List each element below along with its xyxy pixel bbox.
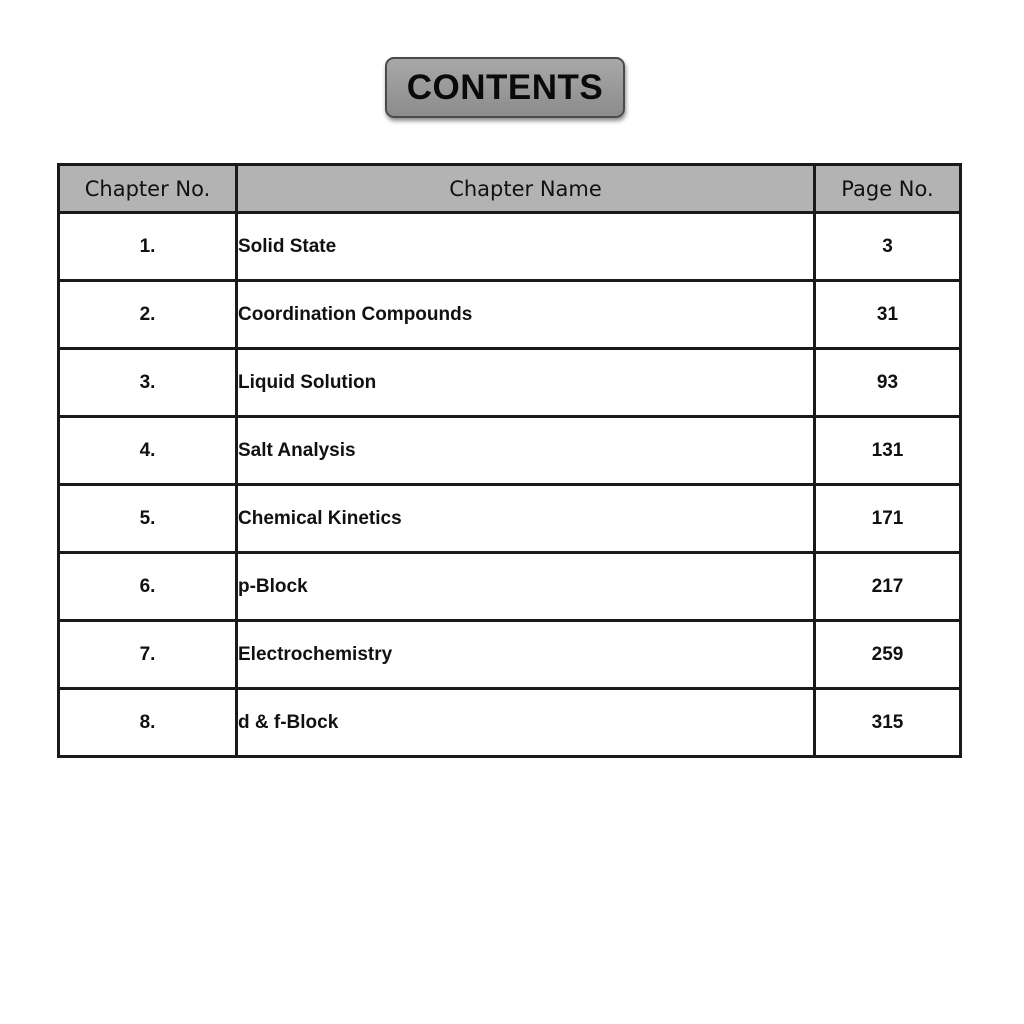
table-row <box>59 213 961 281</box>
chapter-name: p-Block <box>237 553 815 621</box>
page-number: 31 <box>815 281 961 349</box>
chapter-number: 5. <box>59 485 237 553</box>
table-row <box>59 281 961 349</box>
chapter-name: Coordination Compounds <box>237 281 815 349</box>
chapter-number: 6. <box>59 553 237 621</box>
table-row <box>59 485 961 553</box>
chapter-number: 1. <box>59 213 237 281</box>
page-title: CONTENTS <box>406 67 604 107</box>
table-row <box>59 417 961 485</box>
header-chapter-no: Chapter No. <box>59 165 237 213</box>
page-number: 3 <box>815 213 961 281</box>
page-number: 131 <box>815 417 961 485</box>
page-number: 93 <box>815 349 961 417</box>
table-header-row <box>59 165 961 213</box>
chapter-name: Electrochemistry <box>237 621 815 689</box>
table-row <box>59 621 961 689</box>
chapter-number: 2. <box>59 281 237 349</box>
chapter-number: 3. <box>59 349 237 417</box>
page-number: 171 <box>815 485 961 553</box>
header-chapter-name: Chapter Name <box>237 165 815 213</box>
chapter-name: Chemical Kinetics <box>237 485 815 553</box>
table-row <box>59 553 961 621</box>
chapter-name: Salt Analysis <box>237 417 815 485</box>
contents-title-box <box>385 57 625 118</box>
chapter-name: Liquid Solution <box>237 349 815 417</box>
chapter-number: 4. <box>59 417 237 485</box>
page-number: 259 <box>815 621 961 689</box>
page-number: 315 <box>815 689 961 757</box>
chapter-name: d & f-Block <box>237 689 815 757</box>
contents-table <box>57 163 962 758</box>
table-row <box>59 689 961 757</box>
page-number: 217 <box>815 553 961 621</box>
header-page-no: Page No. <box>815 165 961 213</box>
chapter-number: 8. <box>59 689 237 757</box>
chapter-number: 7. <box>59 621 237 689</box>
chapter-name: Solid State <box>237 213 815 281</box>
table-row <box>59 349 961 417</box>
